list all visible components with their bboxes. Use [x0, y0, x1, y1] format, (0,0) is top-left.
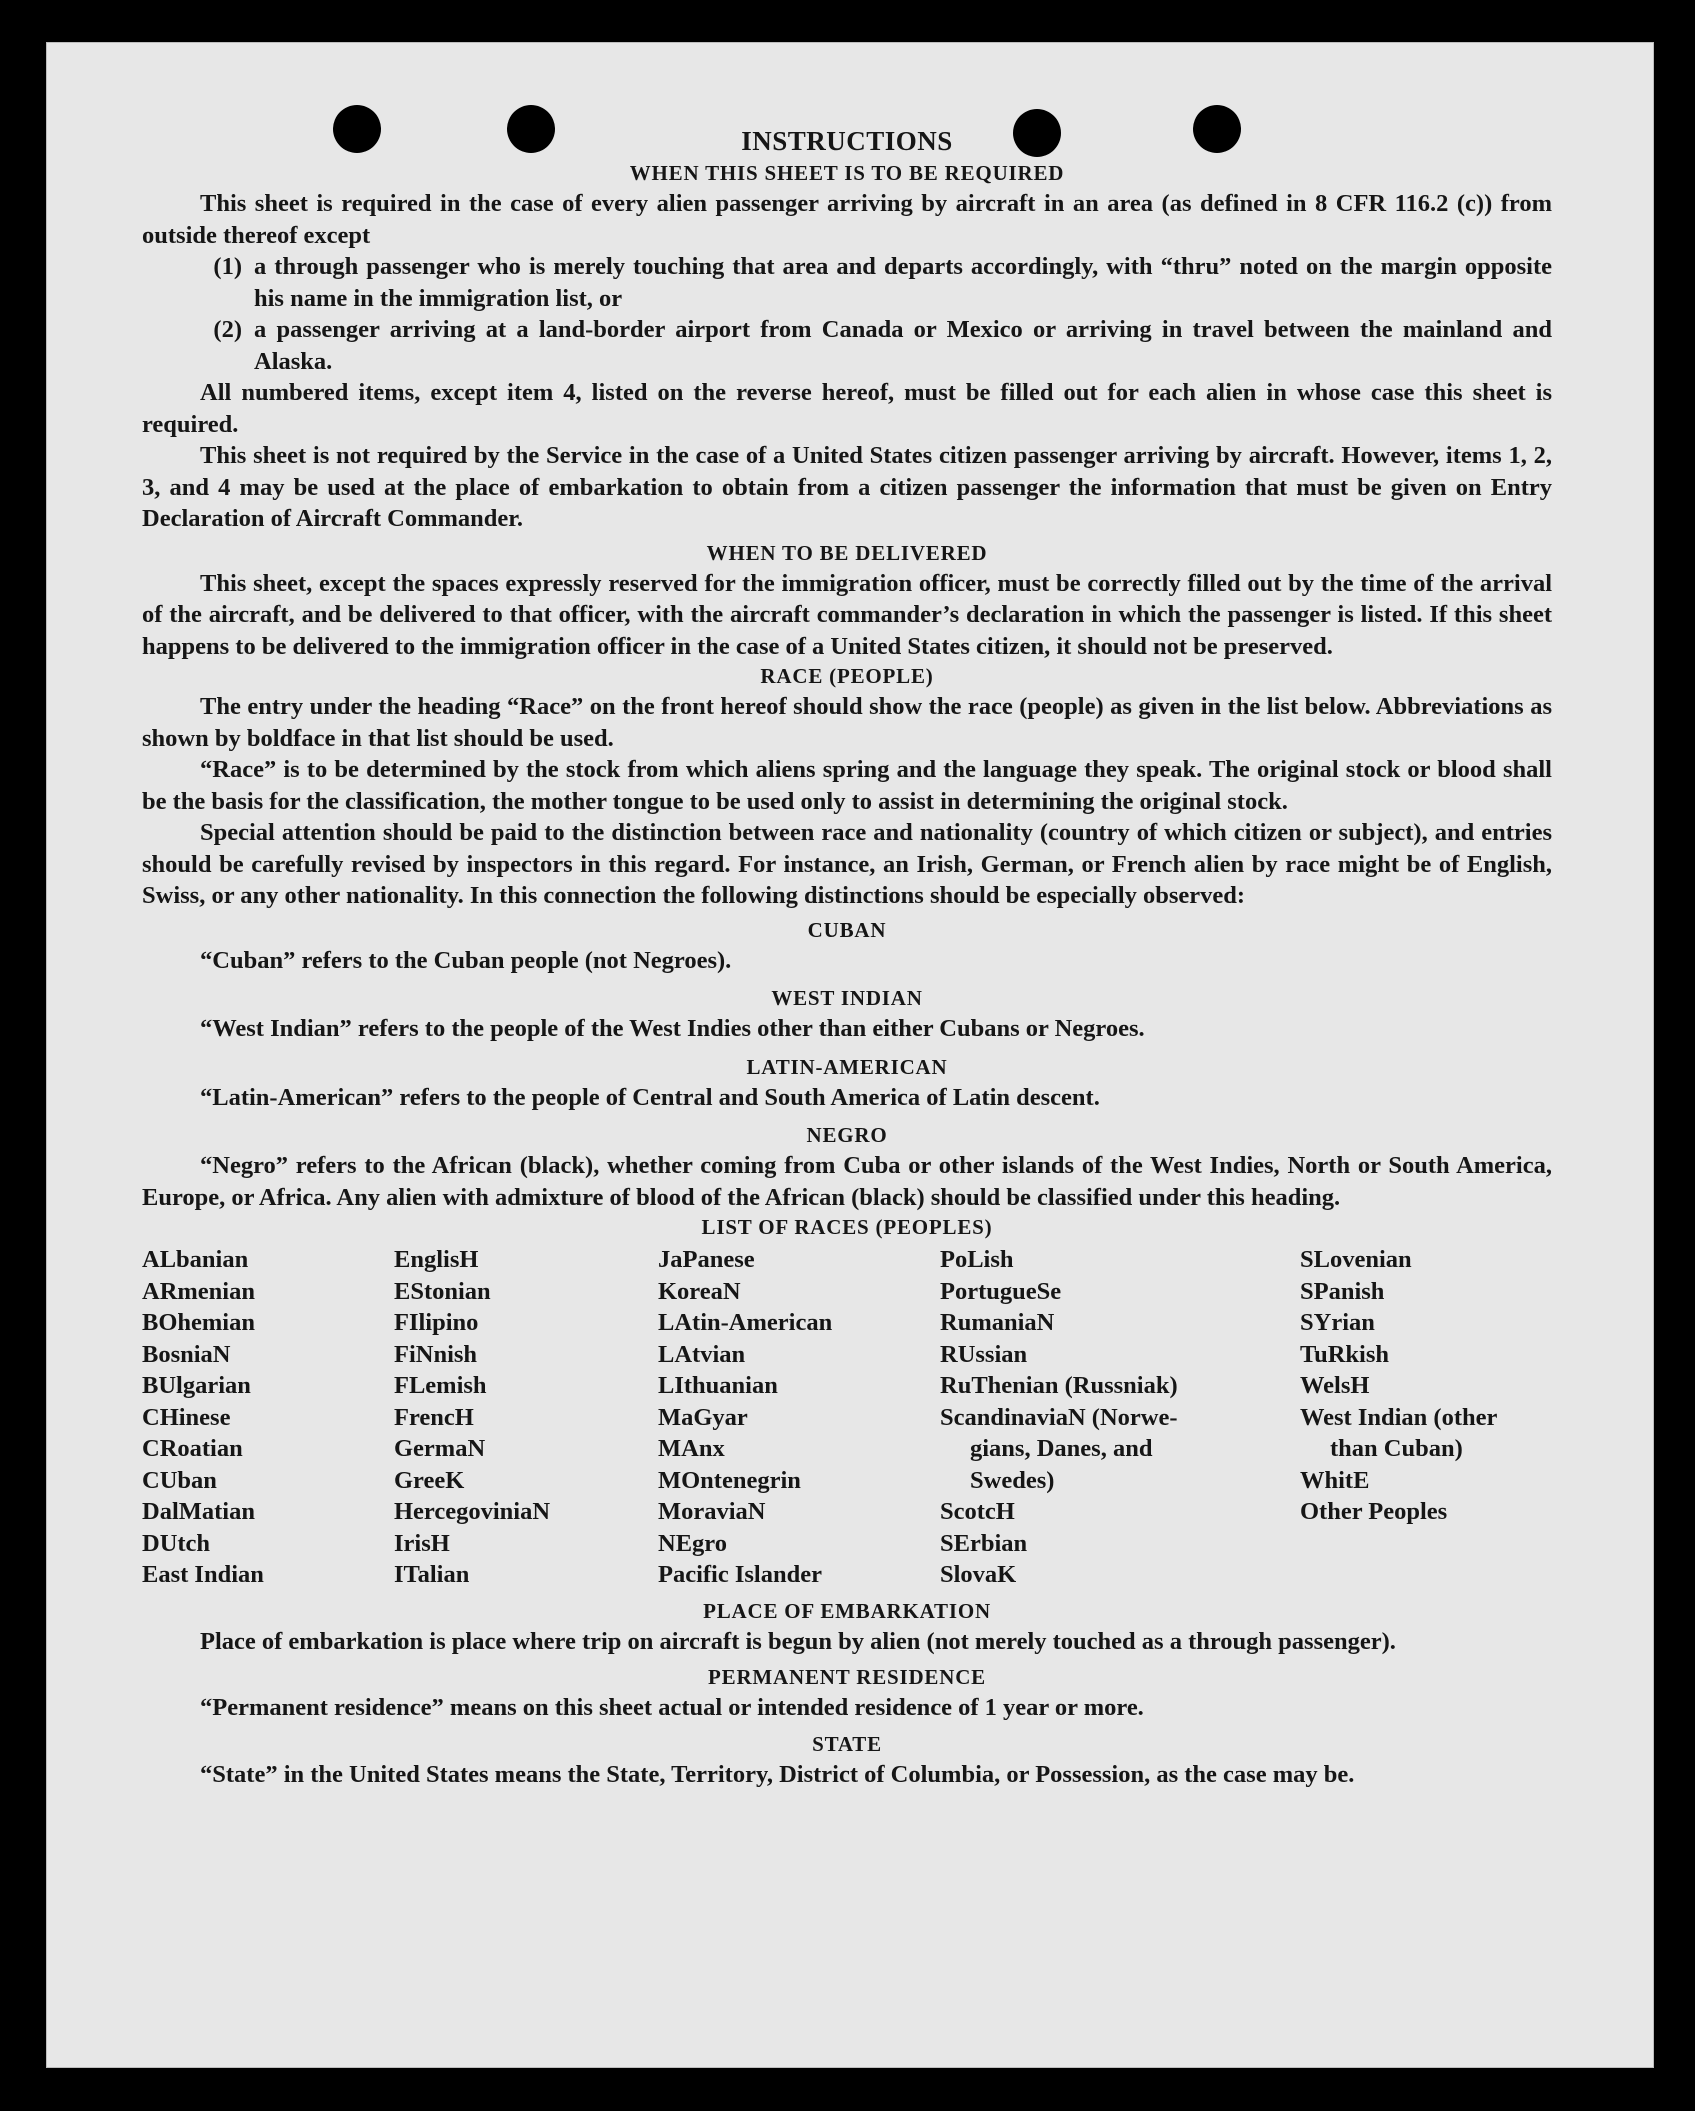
race-entry: SLovenian [1300, 1246, 1412, 1273]
page-title: INSTRUCTIONS [741, 126, 953, 156]
section-heading: LIST OF RACES (PEOPLES) [701, 1215, 993, 1239]
race-entry: IrisH [394, 1529, 450, 1557]
race-entry: DalMatian [142, 1498, 255, 1525]
race-entry: SlovaK [940, 1561, 1017, 1588]
paragraph: This sheet is not required by the Service in the case of a United States citizen passenger arriving by aircraft. However, items 1, 2, 3, and 4 may be used at the place of embarkation to obtain from a citizen passenger the information that must be given on Entry Declaration of Aircraft Commander. [142, 442, 1552, 532]
race-entry: gians, Danes, and [970, 1435, 1153, 1462]
races-column [394, 1244, 658, 1591]
races-column [658, 1244, 940, 1591]
section-heading: RACE (PEOPLE) [760, 664, 934, 688]
paragraph: All numbered items, except item 4, listed on the reverse hereof, must be filled out for each alien in whose case this sheet is required. [142, 379, 1552, 438]
race-entry: PortugueSe [940, 1277, 1062, 1305]
document-page [46, 42, 1654, 2068]
race-entry: JaPanese [658, 1246, 755, 1273]
race-entry: Other Peoples [1300, 1498, 1448, 1525]
list-item [198, 251, 1552, 314]
section-heading: NEGRO [806, 1123, 888, 1147]
race-entry: DUtch [142, 1529, 211, 1557]
race-entry: BUlgarian [142, 1372, 251, 1399]
race-entry: FiNnish [394, 1340, 478, 1368]
section-heading: PERMANENT RESIDENCE [708, 1665, 986, 1689]
race-entry: WelsH [1300, 1372, 1370, 1399]
item-number: (2) [213, 316, 242, 343]
races-column [142, 1244, 394, 1591]
paragraph: This sheet, except the spaces expressly reserved for the immigration officer, must be correctly filled out by the time of the arrival of the aircraft, and be delivered to that officer, with the aircraft commander’s declaration in which the passenger is listed. If this sheet happens to be delivered to the immigration officer in the case of a United States citizen, it should not be preserved. [142, 569, 1552, 660]
section-heading: STATE [812, 1731, 882, 1756]
section-heading: WHEN THIS SHEET IS TO BE REQUIRED [629, 161, 1065, 185]
race-entry: LAtvian [658, 1340, 746, 1368]
race-entry: RUssian [940, 1340, 1028, 1368]
section-heading: WHEN TO BE DELIVERED [706, 540, 988, 565]
item-text: a passenger arriving at a land-border airport from Canada or Mexico or arriving in travel between the mainland and Alaska. [254, 316, 1552, 375]
race-entry: East Indian [142, 1561, 264, 1588]
paragraph: “West Indian” refers to the people of the West Indies other than either Cubans or Negroes. [200, 1015, 1145, 1042]
race-entry: SErbian [940, 1529, 1028, 1557]
item-number: (1) [213, 253, 242, 280]
race-entry: MaGyar [658, 1403, 748, 1431]
races-column [1300, 1244, 1552, 1591]
race-entry: CHinese [142, 1403, 231, 1431]
races-column [940, 1244, 1300, 1591]
race-entry: ARmenian [142, 1277, 255, 1305]
race-entry: RumaniaN [940, 1309, 1055, 1336]
race-entry: BosniaN [142, 1340, 231, 1368]
paragraph: Special attention should be paid to the distinction between race and nationality (country of which citizen or subject), and entries should be carefully revised by inspectors in this regard. For instance, an Irish, German, or French alien by race might be of English, Swiss, or any other nationality. In this connection the following distinctions should be especially observed: [142, 819, 1552, 909]
paragraph: “State” in the United States means the State, Territory, District of Columbia, or Possession, as the case may be. [200, 1760, 1355, 1788]
race-entry: HercegoviniaN [394, 1498, 551, 1525]
race-entry: MAnx [658, 1435, 725, 1462]
paragraph: Place of embarkation is place where trip on aircraft is begun by alien (not merely touched as a through passenger). [200, 1627, 1396, 1655]
race-entry: BOhemian [142, 1309, 255, 1336]
race-entry: CRoatian [142, 1435, 243, 1462]
race-entry: PoLish [940, 1246, 1014, 1273]
race-entry: than Cuban) [1330, 1435, 1463, 1462]
race-entry: ScotcH [940, 1498, 1015, 1525]
race-entry: NEgro [658, 1529, 727, 1557]
section-heading: WEST INDIAN [771, 986, 923, 1010]
race-entry: WhitE [1300, 1466, 1370, 1494]
race-entry: LAtin-American [658, 1309, 833, 1336]
race-entry: TuRkish [1300, 1340, 1390, 1368]
race-entry: SYrian [1300, 1309, 1375, 1336]
race-entry: RuThenian (Russniak) [940, 1372, 1178, 1399]
section-heading: PLACE OF EMBARKATION [703, 1598, 991, 1623]
race-entry: EnglisH [394, 1246, 479, 1273]
race-entry: GreeK [394, 1466, 465, 1494]
paragraph: “Latin-American” refers to the people of Central and South America of Latin descent. [200, 1083, 1100, 1111]
race-entry: CUban [142, 1466, 217, 1494]
paragraph: “Race” is to be determined by the stock from which aliens spring and the language they speak. The original stock or blood shall be the basis for the classification, the mother tongue to be used only to assist in determining the original stock. [142, 756, 1552, 815]
race-entry: FLemish [394, 1372, 487, 1399]
section-heading: LATIN-AMERICAN [746, 1054, 948, 1079]
race-entry: ALbanian [142, 1246, 249, 1273]
paragraph: “Permanent residence” means on this sheet actual or intended residence of 1 year or more. [200, 1694, 1144, 1721]
list-item [198, 314, 1552, 377]
race-entry: ITalian [394, 1561, 470, 1588]
race-entry: West Indian (other [1300, 1403, 1498, 1431]
race-entry: GermaN [394, 1435, 486, 1462]
race-entry: FIlipino [394, 1309, 479, 1336]
item-text: a through passenger who is merely touching that area and departs accordingly, with “thru” noted on the margin opposite his name in the immigration list, or [254, 253, 1552, 312]
race-entry: Pacific Islander [658, 1561, 822, 1588]
section-heading: CUBAN [807, 917, 887, 942]
instructions-content [142, 123, 1552, 1790]
race-entry: SPanish [1300, 1277, 1385, 1305]
race-entry: MOntenegrin [658, 1466, 801, 1494]
race-entry: KoreaN [658, 1277, 741, 1305]
race-entry: LIthuanian [658, 1372, 778, 1399]
paragraph: This sheet is required in the case of every alien passenger arriving by aircraft in an area (as defined in 8 CFR 116.2 (c)) from outside thereof except [142, 190, 1552, 249]
race-entry: FrencH [394, 1403, 474, 1431]
paragraph: The entry under the heading “Race” on the front hereof should show the race (people) as given in the list below. Abbreviations as shown by boldface in that list should be used. [142, 693, 1552, 752]
races-list [142, 1244, 1552, 1591]
race-entry: EStonian [394, 1277, 491, 1305]
paragraph: “Negro” refers to the African (black), whether coming from Cuba or other islands of the West Indies, North or South America, Europe, or Africa. Any alien with admixture of blood of the African (black) should be classified under this heading. [142, 1152, 1552, 1211]
race-entry: Swedes) [970, 1466, 1055, 1494]
race-entry: MoraviaN [658, 1498, 766, 1525]
paragraph: “Cuban” refers to the Cuban people (not Negroes). [200, 946, 732, 974]
race-entry: ScandinaviaN (Norwe- [940, 1403, 1178, 1431]
